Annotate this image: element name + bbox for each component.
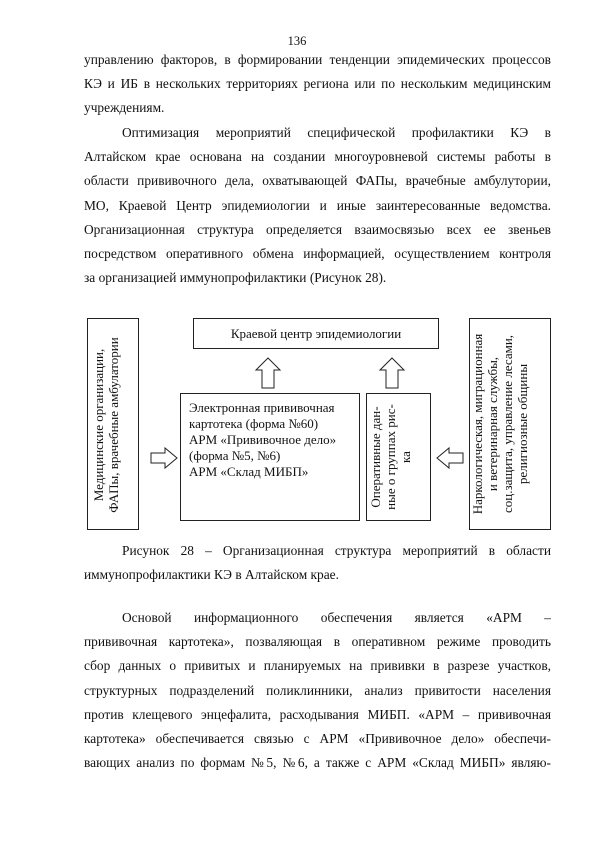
text-line: прививочная картотека», позваляющая в оперативном режиме проводить: [84, 634, 551, 650]
right-arrow-icon: [150, 447, 178, 469]
text-line: учреждениям.: [84, 100, 165, 116]
left-arrow-icon: [436, 447, 464, 469]
left-box-label: Медицинские организации, ФАПы, врачебные амбулатории: [91, 337, 121, 513]
figure-caption: [84, 539, 551, 587]
text-line: структурных подразделений поликлинники, анализ привитости населения: [84, 682, 551, 698]
paragraph-2: [84, 121, 551, 290]
text-line: картотека» обеспечивается связью с АРМ «Прививочное дело» обеспечи-: [84, 731, 551, 747]
right-box-other-services: [469, 318, 551, 530]
up-arrow-icon: [255, 357, 281, 389]
center-box-vaccination-records: [180, 393, 360, 521]
left-box-medical-organizations: [87, 318, 139, 530]
text-line: сбор данных о привитых и планируемых на прививки в разрезе участков,: [84, 658, 551, 674]
text-line: КЭ и ИБ в нескольких территориях региона или по нескольким медицинским: [84, 76, 551, 92]
caption-line: Рисунок 28 – Организационная структура мероприятий в области: [122, 543, 551, 558]
right-box-label: Наркологическая, миграционная и ветеринарная службы, соц.защита, управление лесами, религиозные общины: [470, 333, 530, 515]
text-line: Организационная структура определяется взаимосвязью всех ее звеньев: [84, 221, 551, 237]
text-line: Оптимизация мероприятий специфической профилактики КЭ в: [122, 125, 551, 140]
page-number: 136: [287, 34, 307, 48]
top-box-regional-center: Краевой центр эпидемиологии: [193, 318, 439, 349]
text-line: МО, Краевой Центр эпидемиологии и иные заинтересованные ведомства.: [84, 197, 551, 213]
text-line: Алтайском крае основана на создании многоуровневой системы работы в: [84, 149, 551, 165]
text-line: за организацией иммунопрофилактики (Рисунок 28).: [84, 270, 387, 286]
text-line: вающих анализ по формам №5, №6, а также с АРМ «Склад МИБП» являю-: [84, 755, 551, 771]
mid-box-label: Оперативные дан- ные о группах рис- ка: [368, 404, 413, 510]
paragraph-3: [84, 606, 551, 775]
text-line: области прививочного дела, охватывающей ФАПы, врачебные амбулутории,: [84, 173, 551, 189]
center-box-line: картотека (форма №60): [189, 416, 319, 431]
up-arrow-icon: [379, 357, 405, 389]
caption-line: иммунопрофилактики КЭ в Алтайском крае.: [84, 567, 339, 582]
center-box-line: (форма №5, №6): [189, 448, 281, 463]
paragraph-1: [84, 48, 551, 121]
center-box-line: Электронная прививочная: [189, 400, 335, 415]
text-line: против клещевого энцефалита, расходывания МИБП. «АРМ – прививочная: [84, 706, 551, 722]
text-line: управлению факторов, в формировании тенденции эпидемических процессов: [84, 52, 551, 67]
center-box-line: АРМ «Склад МИБП»: [189, 464, 309, 479]
text-line: посредством оперативного обмена информацией, осуществлением контроля: [84, 246, 551, 262]
mid-box-risk-groups: [366, 393, 431, 521]
text-line: Основой информационного обеспечения является «АРМ –: [122, 610, 551, 625]
center-box-line: АРМ «Прививочное дело»: [189, 432, 337, 447]
